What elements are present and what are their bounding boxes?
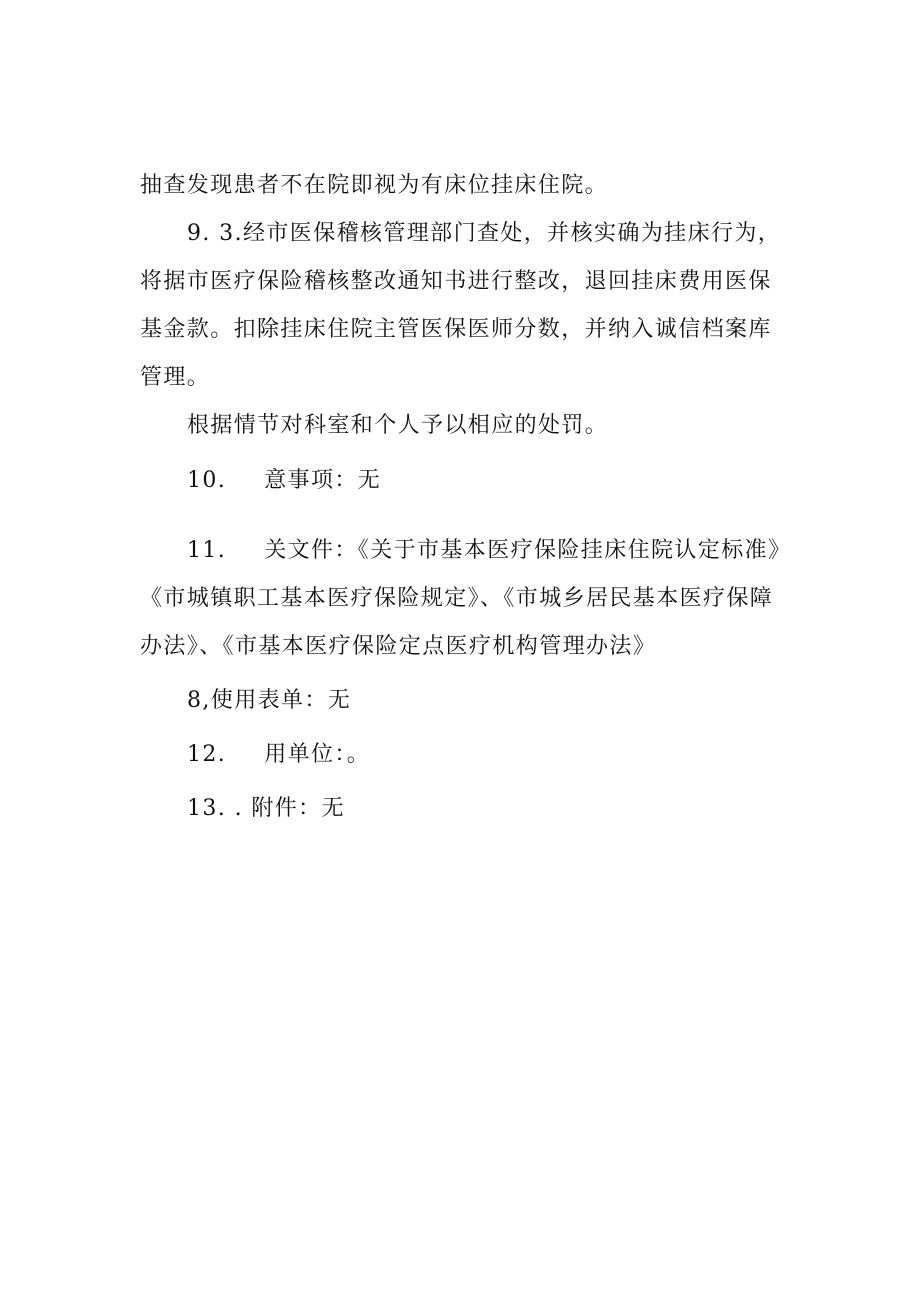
paragraph-9-line-4: 管理。 <box>140 365 211 390</box>
paragraph-penalty-line-1: 根据情节对科室和个人予以相应的处罚。 <box>187 413 609 438</box>
paragraph-11-number: 11. <box>187 538 227 563</box>
paragraph-11-text: 关文件：《关于市基本医疗保险挂床住院认定标准》 <box>264 538 792 563</box>
paragraph-12 <box>187 741 370 769</box>
paragraph-12-number: 12. <box>187 742 227 767</box>
paragraph-intro-line-1: 抽查发现患者不在院即视为有床位挂床住院。 <box>140 173 609 198</box>
paragraph-9-line-3: 基金款。扣除挂床住院主管医保医师分数，并纳入诚信档案库 <box>140 317 772 342</box>
paragraph-11-line-3: 办法》、《市基本医疗保险定点医疗机构管理办法》 <box>140 634 657 659</box>
paragraph-9-line-2: 将据市医疗保险稽核整改通知书进行整改，退回挂床费用医保 <box>140 269 772 294</box>
paragraph-10-number: 10. <box>187 468 227 493</box>
paragraph-9-line-1: 9. 3.经市医保稽核管理部门查处，并核实确为挂床行为， <box>187 221 782 246</box>
paragraph-12-text: 用单位：。 <box>264 742 371 767</box>
paragraph-11-line-2: 《市城镇职工基本医疗保险规定》、《市城乡居民基本医疗保障 <box>140 586 774 611</box>
paragraph-11-line-1 <box>187 537 791 565</box>
paragraph-8-line-1: 8,使用表单：无 <box>187 688 352 713</box>
paragraph-10-text: 意事项：无 <box>264 468 382 493</box>
paragraph-10 <box>187 467 381 495</box>
paragraph-13-line-1: 13. . 附件：无 <box>187 796 345 821</box>
